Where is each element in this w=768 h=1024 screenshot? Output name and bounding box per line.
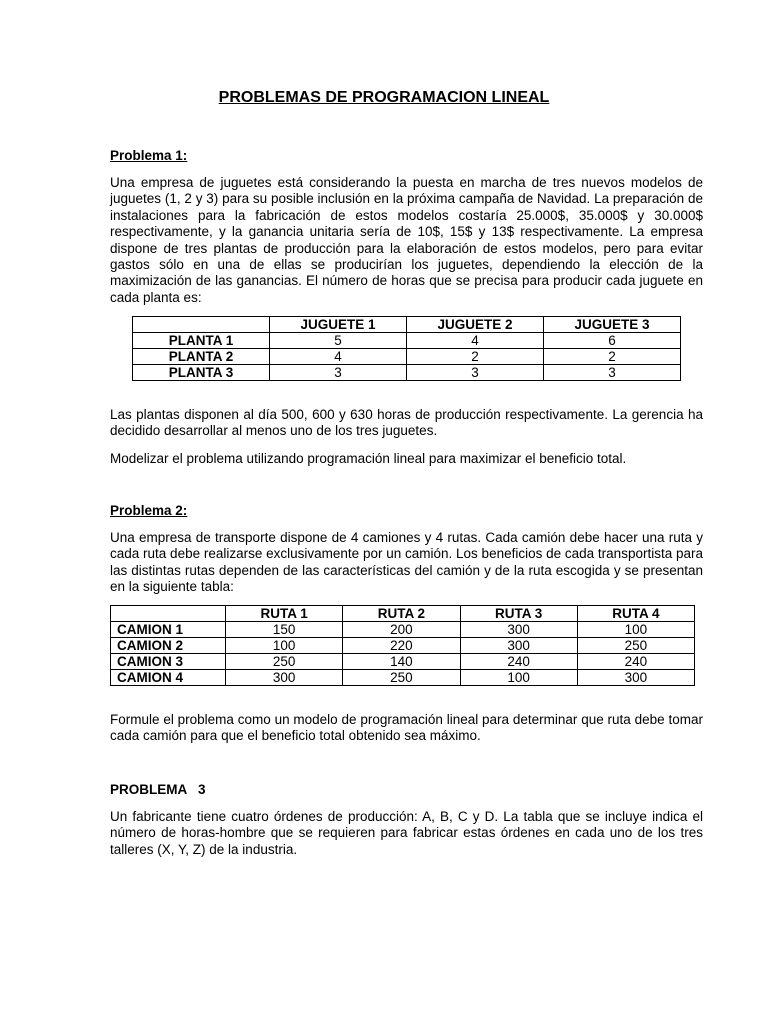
problem1-task: Modelizar el problema utilizando programación lineal para maximizar el beneficio total. xyxy=(110,451,627,466)
table-row xyxy=(133,333,681,349)
table-row-label: CAMION 1 xyxy=(111,622,226,638)
table-cell: 6 xyxy=(544,333,681,349)
table-cell: 100 xyxy=(226,638,343,654)
problem2-intro: Una empresa de transporte dispone de 4 camiones y 4 rutas. Cada camión debe hacer una ruta y cada ruta debe realizarse exclusivamente por un camión. Los beneficios de cada transportista para las distintas rutas dependen de las características del camión y de la ruta escogida y se presentan en la siguiente tabla: xyxy=(110,530,703,595)
table-cell: 300 xyxy=(226,670,343,686)
problem1-heading: Problema 1: xyxy=(110,148,188,163)
table-row xyxy=(133,349,681,365)
table-header-cell: RUTA 4 xyxy=(577,606,694,622)
problem1-intro: Una empresa de juguetes está considerando la puesta en marcha de tres nuevos modelos de juguetes (1, 2 y 3) para su posible inclusión en la próxima campaña de Navidad. La preparación de instalaciones para la fabricación de estos modelos costaría 25.000$, 35.000$ y 30.000$ respectivamente, y la ganancia unitaria sería de 10$, 15$ y 13$ respectivamente. La empresa dispone de tres plantas de producción para la elaboración de estos modelos, pero para evitar gastos sólo en una de ellas se producirían los juguetes, dependiendo la elección de la maximización de las ganancias. El número de horas que se precisa para producir cada juguete en cada planta es: xyxy=(110,175,703,305)
table-header-row xyxy=(133,317,681,333)
table-cell: 2 xyxy=(407,349,544,365)
table-row-label: PLANTA 2 xyxy=(133,349,270,365)
table-header-row xyxy=(111,606,695,622)
table-row-label: PLANTA 3 xyxy=(133,365,270,381)
table-cell: 250 xyxy=(577,638,694,654)
table-header-cell: RUTA 1 xyxy=(226,606,343,622)
problem2-table xyxy=(110,605,695,686)
document-title: PROBLEMAS DE PROGRAMACION LINEAL xyxy=(218,89,550,106)
table-row-label: CAMION 2 xyxy=(111,638,226,654)
table-cell: 3 xyxy=(407,365,544,381)
table-cell: 3 xyxy=(270,365,407,381)
problem2-heading: Problema 2: xyxy=(110,503,188,518)
table-cell: 240 xyxy=(460,654,577,670)
table-row-label: PLANTA 1 xyxy=(133,333,270,349)
table-cell: 200 xyxy=(343,622,460,638)
table-cell: 240 xyxy=(577,654,694,670)
table-cell: 220 xyxy=(343,638,460,654)
table-cell: 4 xyxy=(270,349,407,365)
table-header-cell xyxy=(133,317,270,333)
table-header-cell: JUGUETE 3 xyxy=(544,317,681,333)
table-header-cell: JUGUETE 1 xyxy=(270,317,407,333)
table-row xyxy=(111,670,695,686)
table-cell: 3 xyxy=(544,365,681,381)
problem2-task: Formule el problema como un modelo de programación lineal para determinar que ruta debe tomar cada camión para que el beneficio total obtenido sea máximo. xyxy=(110,712,703,744)
table-cell: 5 xyxy=(270,333,407,349)
table-row xyxy=(133,365,681,381)
table-cell: 250 xyxy=(226,654,343,670)
table-cell: 250 xyxy=(343,670,460,686)
table-row xyxy=(111,622,695,638)
table-cell: 4 xyxy=(407,333,544,349)
table-cell: 300 xyxy=(577,670,694,686)
table-row xyxy=(111,638,695,654)
table-cell: 300 xyxy=(460,638,577,654)
table-header-cell: JUGUETE 2 xyxy=(407,317,544,333)
table-cell: 100 xyxy=(460,670,577,686)
table-cell: 140 xyxy=(343,654,460,670)
table-cell: 100 xyxy=(577,622,694,638)
table-row xyxy=(111,654,695,670)
problem1-table xyxy=(132,316,681,381)
table-header-cell: RUTA 2 xyxy=(343,606,460,622)
table-cell: 150 xyxy=(226,622,343,638)
problem3-heading: PROBLEMA 3 xyxy=(110,782,206,797)
problem1-after-table: Las plantas disponen al día 500, 600 y 630 horas de producción respectivamente. La gerencia ha decidido desarrollar al menos uno de los tres juguetes. xyxy=(110,407,703,439)
table-cell: 300 xyxy=(460,622,577,638)
table-row-label: CAMION 3 xyxy=(111,654,226,670)
problem3-intro: Un fabricante tiene cuatro órdenes de producción: A, B, C y D. La tabla que se incluye indica el número de horas-hombre que se requieren para fabricar estas órdenes en cada uno de los tres talleres (X, Y, Z) de la industria. xyxy=(110,809,703,857)
table-row-label: CAMION 4 xyxy=(111,670,226,686)
table-header-cell: RUTA 3 xyxy=(460,606,577,622)
table-header-cell xyxy=(111,606,226,622)
table-cell: 2 xyxy=(544,349,681,365)
